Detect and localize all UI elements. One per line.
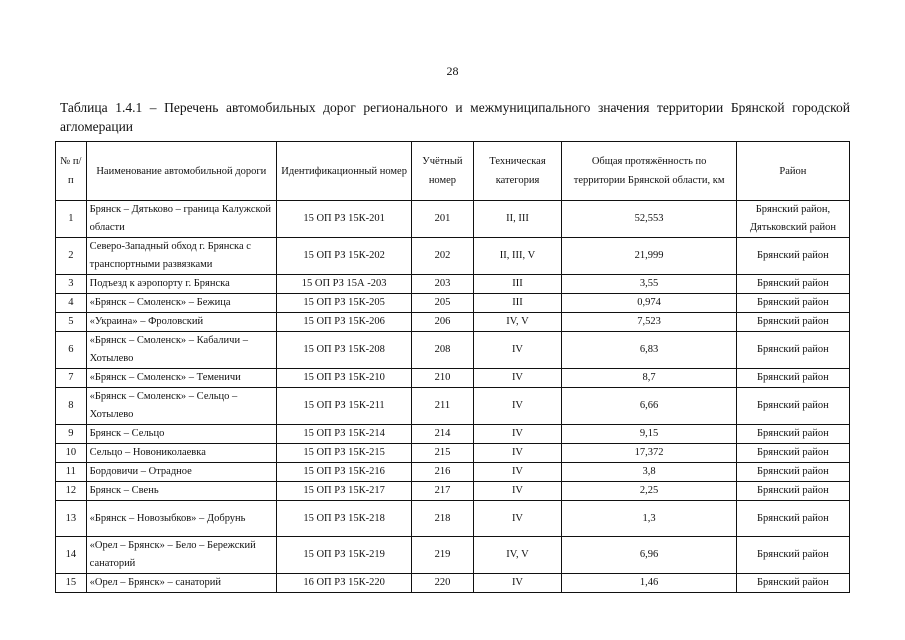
cell-accounting-number: 220 [412,574,473,593]
cell-road-name: «Брянск – Смоленск» – Бежица [86,294,276,313]
cell-accounting-number: 210 [412,369,473,388]
cell-identification-number: 15 ОП РЗ 15К-218 [276,501,411,537]
cell-district: Брянский район [736,388,849,425]
cell-number: 3 [56,275,87,294]
table-row [56,463,850,482]
cell-accounting-number: 201 [412,201,473,238]
cell-identification-number: 15 ОП РЗ 15К-211 [276,388,411,425]
header-technical-category: Техническая категория [473,142,562,201]
cell-total-length: 9,15 [562,425,736,444]
header-number: № п/п [56,142,87,201]
cell-district: Брянский район [736,238,849,275]
cell-district: Брянский район [736,501,849,537]
table-caption: Таблица 1.4.1 – Перечень автомобильных дорог регионального и межмуниципального значения территории Брянской городской агломерации [60,100,850,134]
cell-identification-number: 15 ОП РЗ 15К-202 [276,238,411,275]
cell-accounting-number: 214 [412,425,473,444]
cell-number: 9 [56,425,87,444]
cell-identification-number: 15 ОП РЗ 15К-215 [276,444,411,463]
cell-total-length: 8,7 [562,369,736,388]
cell-identification-number: 15 ОП РЗ 15К-201 [276,201,411,238]
header-accounting-number: Учётный номер [412,142,473,201]
cell-district: Брянский район [736,332,849,369]
cell-number: 11 [56,463,87,482]
cell-number: 15 [56,574,87,593]
cell-technical-category: III [473,275,562,294]
table-row [56,313,850,332]
cell-accounting-number: 216 [412,463,473,482]
table-header-row [56,142,850,201]
table-row [56,482,850,501]
cell-accounting-number: 205 [412,294,473,313]
cell-accounting-number: 215 [412,444,473,463]
cell-total-length: 2,25 [562,482,736,501]
roads-table [55,141,850,593]
cell-technical-category: IV [473,482,562,501]
cell-total-length: 1,3 [562,501,736,537]
table-row [56,238,850,275]
cell-district: Брянский район [736,574,849,593]
cell-number: 8 [56,388,87,425]
header-total-length: Общая протяжённость по территории Брянской области, км [562,142,736,201]
cell-road-name: «Украина» – Фроловский [86,313,276,332]
cell-number: 1 [56,201,87,238]
cell-total-length: 52,553 [562,201,736,238]
cell-total-length: 3,8 [562,463,736,482]
cell-road-name: Брянск – Сельцо [86,425,276,444]
table-row [56,201,850,238]
cell-technical-category: IV, V [473,537,562,574]
cell-accounting-number: 208 [412,332,473,369]
cell-identification-number: 15 ОП РЗ 15К-216 [276,463,411,482]
cell-total-length: 7,523 [562,313,736,332]
cell-district: Брянский район [736,275,849,294]
cell-total-length: 6,83 [562,332,736,369]
table-row [56,444,850,463]
cell-road-name: Брянск – Дятьково – граница Калужской области [86,201,276,238]
cell-number: 4 [56,294,87,313]
cell-road-name: Подъезд к аэропорту г. Брянска [86,275,276,294]
cell-accounting-number: 218 [412,501,473,537]
cell-road-name: «Брянск – Новозыбков» – Добрунь [86,501,276,537]
cell-identification-number: 15 ОП РЗ 15К-219 [276,537,411,574]
cell-road-name: Северо-Западный обход г. Брянска с транспортными развязками [86,238,276,275]
cell-district: Брянский район, Дятьковский район [736,201,849,238]
cell-identification-number: 15 ОП РЗ 15К-210 [276,369,411,388]
cell-accounting-number: 219 [412,537,473,574]
cell-number: 12 [56,482,87,501]
cell-number: 5 [56,313,87,332]
cell-technical-category: IV [473,425,562,444]
cell-technical-category: IV [473,388,562,425]
cell-number: 14 [56,537,87,574]
cell-road-name: «Брянск – Смоленск» – Теменичи [86,369,276,388]
table-row [56,501,850,537]
cell-road-name: Бордовичи – Отрадное [86,463,276,482]
cell-road-name: «Брянск – Смоленск» – Кабаличи – Хотылево [86,332,276,369]
cell-technical-category: IV [473,463,562,482]
table-row [56,369,850,388]
page-number: 28 [446,64,459,78]
cell-total-length: 6,96 [562,537,736,574]
cell-district: Брянский район [736,313,849,332]
cell-road-name: «Орел – Брянск» – Бело – Бережский санаторий [86,537,276,574]
header-identification-number: Идентификационный номер [276,142,411,201]
cell-technical-category: IV [473,369,562,388]
cell-total-length: 17,372 [562,444,736,463]
cell-accounting-number: 211 [412,388,473,425]
cell-accounting-number: 202 [412,238,473,275]
cell-identification-number: 15 ОП РЗ 15К-205 [276,294,411,313]
cell-accounting-number: 217 [412,482,473,501]
cell-total-length: 21,999 [562,238,736,275]
cell-identification-number: 16 ОП РЗ 15К-220 [276,574,411,593]
cell-number: 10 [56,444,87,463]
cell-technical-category: II, III [473,201,562,238]
cell-technical-category: II, III, V [473,238,562,275]
cell-total-length: 3,55 [562,275,736,294]
cell-accounting-number: 203 [412,275,473,294]
cell-district: Брянский район [736,425,849,444]
cell-district: Брянский район [736,537,849,574]
cell-technical-category: III [473,294,562,313]
table-row [56,332,850,369]
cell-district: Брянский район [736,444,849,463]
cell-road-name: «Орел – Брянск» – санаторий [86,574,276,593]
cell-technical-category: IV, V [473,313,562,332]
cell-identification-number: 15 ОП РЗ 15А -203 [276,275,411,294]
cell-identification-number: 15 ОП РЗ 15К-217 [276,482,411,501]
cell-road-name: Сельцо – Новониколаевка [86,444,276,463]
table-row [56,388,850,425]
cell-district: Брянский район [736,294,849,313]
cell-identification-number: 15 ОП РЗ 15К-214 [276,425,411,444]
table-row [56,275,850,294]
header-road-name: Наименование автомобильной дороги [86,142,276,201]
cell-technical-category: IV [473,332,562,369]
cell-number: 7 [56,369,87,388]
cell-total-length: 1,46 [562,574,736,593]
cell-technical-category: IV [473,574,562,593]
cell-technical-category: IV [473,444,562,463]
cell-district: Брянский район [736,482,849,501]
cell-identification-number: 15 ОП РЗ 15К-208 [276,332,411,369]
cell-technical-category: IV [473,501,562,537]
cell-total-length: 6,66 [562,388,736,425]
table-row [56,294,850,313]
cell-number: 13 [56,501,87,537]
cell-road-name: «Брянск – Смоленск» – Сельцо – Хотылево [86,388,276,425]
cell-district: Брянский район [736,369,849,388]
cell-number: 2 [56,238,87,275]
cell-accounting-number: 206 [412,313,473,332]
cell-total-length: 0,974 [562,294,736,313]
table-row [56,574,850,593]
cell-road-name: Брянск – Свень [86,482,276,501]
cell-number: 6 [56,332,87,369]
table-row [56,537,850,574]
cell-district: Брянский район [736,463,849,482]
table-row [56,425,850,444]
header-district: Район [736,142,849,201]
cell-identification-number: 15 ОП РЗ 15К-206 [276,313,411,332]
